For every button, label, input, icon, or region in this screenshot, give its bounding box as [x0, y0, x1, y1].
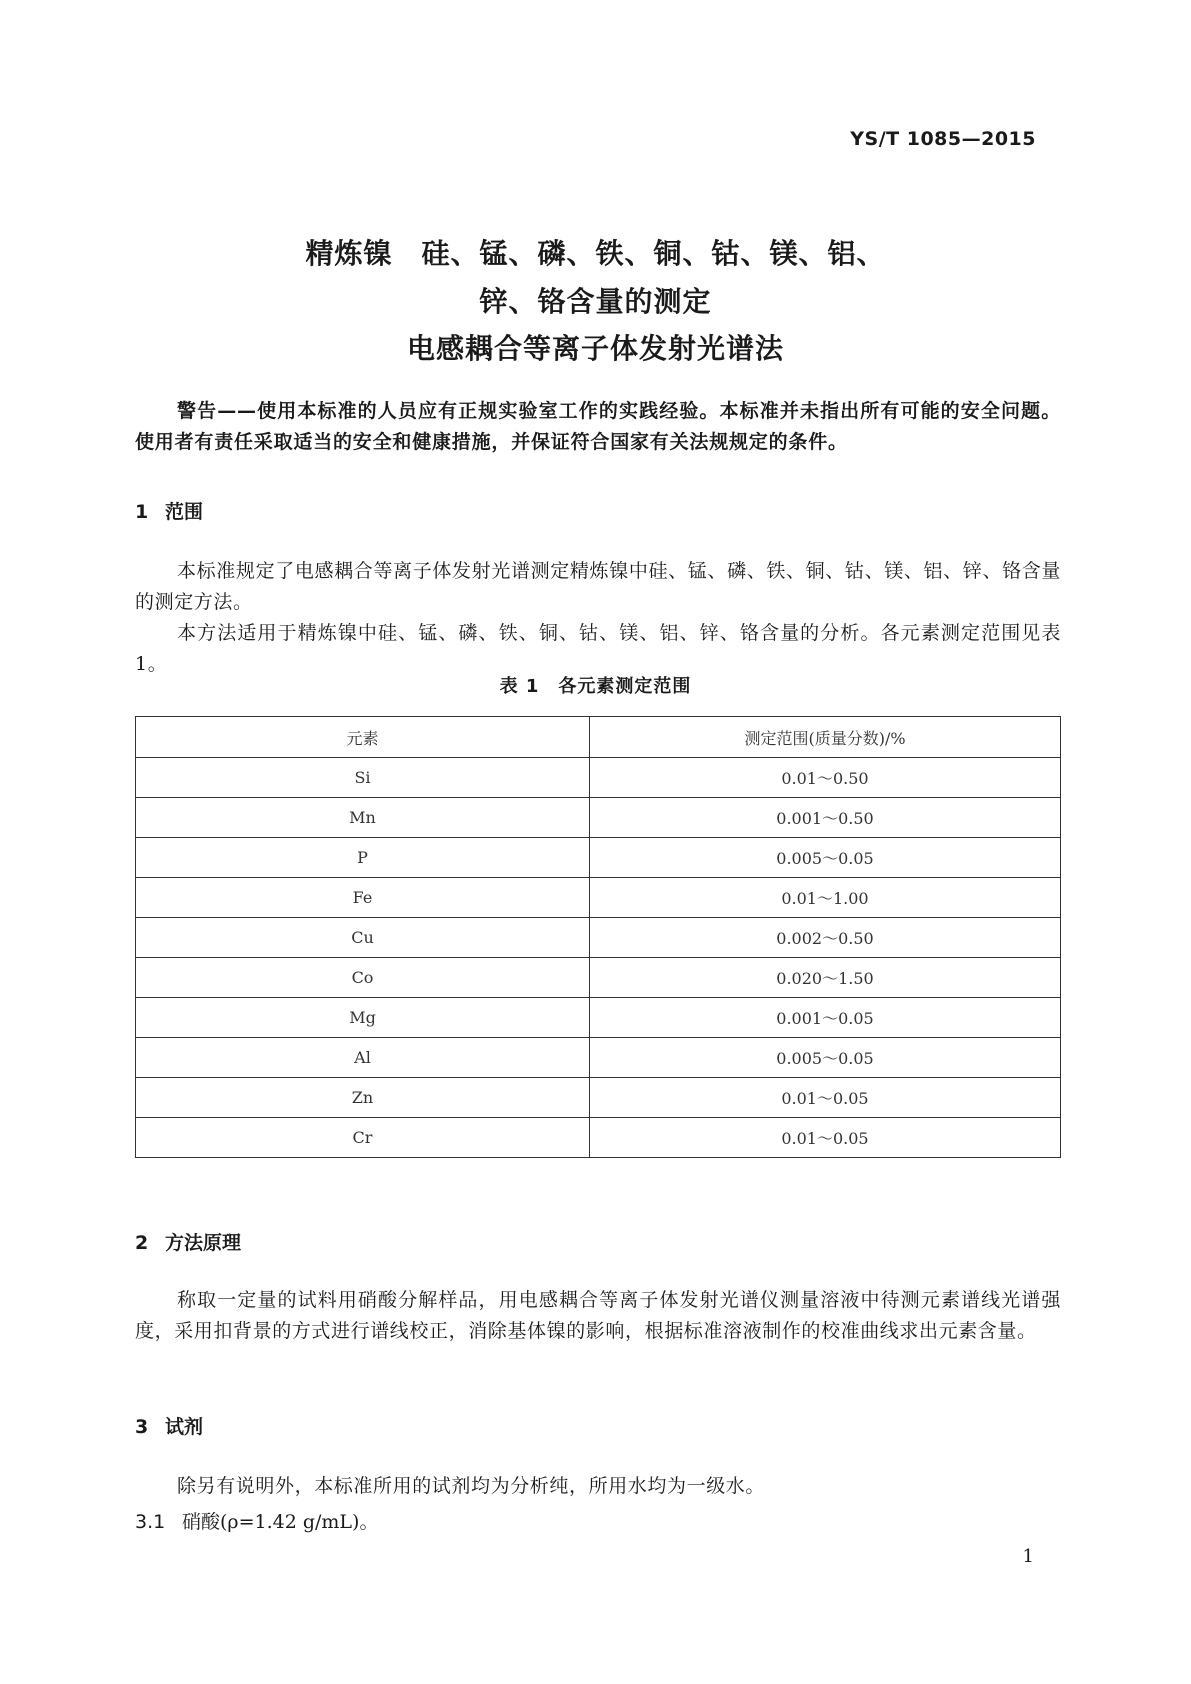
cell-range: 0.001～0.50 — [590, 798, 1061, 838]
cell-element: Co — [136, 958, 590, 998]
section-2-title: 方法原理 — [165, 1232, 242, 1254]
cell-range: 0.01～0.05 — [590, 1078, 1061, 1118]
cell-element: Al — [136, 1038, 590, 1078]
table-row — [136, 798, 1061, 838]
element-range-table — [135, 716, 1061, 1158]
reagent-item-3-1 — [135, 1507, 378, 1534]
page-number: 1 — [1022, 1546, 1034, 1567]
reagent-item-number: 3.1 — [135, 1511, 166, 1533]
table-row — [136, 878, 1061, 918]
header-element: 元素 — [136, 717, 590, 758]
table-row — [136, 1118, 1061, 1158]
cell-element: Mn — [136, 798, 590, 838]
section-3-number: 3 — [135, 1416, 149, 1438]
cell-range: 0.001～0.05 — [590, 998, 1061, 1038]
cell-element: Fe — [136, 878, 590, 918]
table-row — [136, 758, 1061, 798]
cell-element: Mg — [136, 998, 590, 1038]
table-row — [136, 998, 1061, 1038]
title-line-3: 电感耦合等离子体发射光谱法 — [406, 332, 784, 365]
section-2-number: 2 — [135, 1232, 149, 1254]
section-3-heading — [135, 1412, 203, 1439]
section-3-title: 试剂 — [165, 1416, 204, 1438]
table-row — [136, 1038, 1061, 1078]
title-line-2: 锌、铬含量的测定 — [479, 285, 712, 318]
section-1-paragraph-2: 本方法适用于精炼镍中硅、锰、磷、铁、铜、钴、镁、铝、锌、铬含量的分析。各元素测定范围见表 1。 — [135, 622, 1061, 675]
document-code: YS/T 1085—2015 — [850, 128, 1036, 150]
table-row — [136, 838, 1061, 878]
cell-range: 0.01～0.05 — [590, 1118, 1061, 1158]
table-1-caption: 表 1 各元素测定范围 — [499, 676, 692, 697]
cell-range: 0.01～1.00 — [590, 878, 1061, 918]
section-1-title: 范围 — [165, 501, 204, 523]
cell-range: 0.01～0.50 — [590, 758, 1061, 798]
table-row — [136, 1078, 1061, 1118]
cell-element: Zn — [136, 1078, 590, 1118]
cell-range: 0.005～0.05 — [590, 838, 1061, 878]
cell-range: 0.002～0.50 — [590, 918, 1061, 958]
cell-element: Cu — [136, 918, 590, 958]
section-3-paragraph: 除另有说明外，本标准所用的试剂均为分析纯，所用水均为一级水。 — [177, 1475, 766, 1497]
cell-element: Cr — [136, 1118, 590, 1158]
cell-range: 0.020～1.50 — [590, 958, 1061, 998]
cell-element: P — [136, 838, 590, 878]
section-1-paragraph-1: 本标准规定了电感耦合等离子体发射光谱测定精炼镍中硅、锰、磷、铁、铜、钴、镁、铝、锌、铬含量的测定方法。 — [135, 560, 1061, 613]
header-range: 测定范围(质量分数)/% — [590, 717, 1061, 758]
cell-element: Si — [136, 758, 590, 798]
title-line-1: 精炼镍 硅、锰、磷、铁、铜、钴、镁、铝、 — [305, 237, 886, 270]
section-1-number: 1 — [135, 501, 149, 523]
section-2-paragraph: 称取一定量的试料用硝酸分解样品，用电感耦合等离子体发射光谱仪测量溶液中待测元素谱线光谱强度，采用扣背景的方式进行谱线校正，消除基体镍的影响，根据标准溶液制作的校准曲线求出元素含量。 — [135, 1289, 1061, 1342]
table-row — [136, 958, 1061, 998]
cell-range: 0.005～0.05 — [590, 1038, 1061, 1078]
table-header-row — [136, 717, 1061, 758]
section-2-heading — [135, 1228, 241, 1255]
table-row — [136, 918, 1061, 958]
reagent-item-text: 硝酸(ρ=1.42 g/mL)。 — [182, 1511, 379, 1533]
section-1-heading — [135, 497, 203, 524]
warning-paragraph: 警告——使用本标准的人员应有正规实验室工作的实践经验。本标准并未指出所有可能的安全问题。使用者有责任采取适当的安全和健康措施，并保证符合国家有关法规规定的条件。 — [135, 400, 1061, 453]
